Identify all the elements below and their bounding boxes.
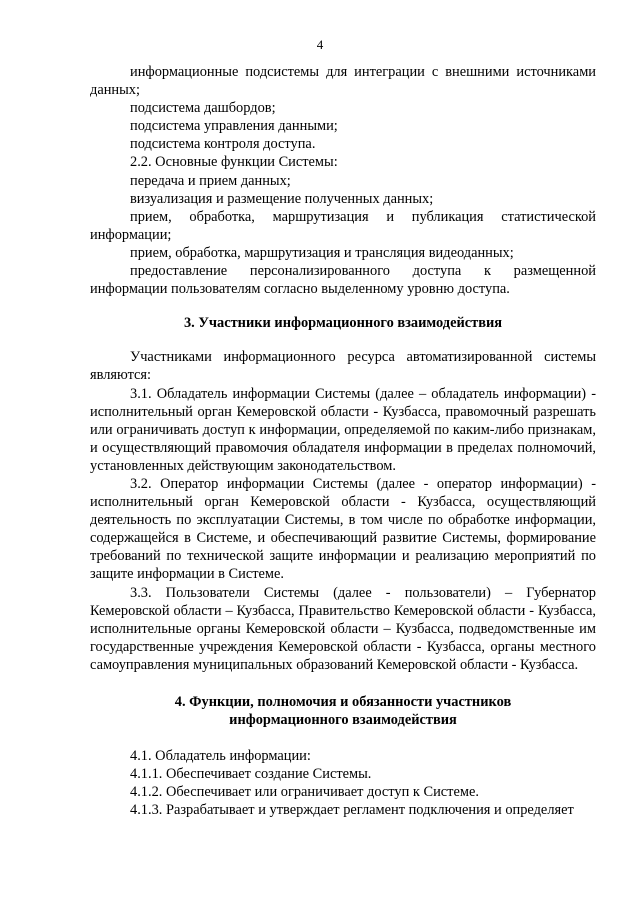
section-3-intro: Участниками информационного ресурса автоматизированной системы являются:	[90, 349, 596, 384]
list-item-visualization: визуализация и размещение полученных данных;	[130, 190, 434, 207]
page-number: 4	[316, 37, 324, 52]
system-components-list	[90, 63, 596, 298]
list-item-access-control-subsystem: подсистема контроля доступа.	[130, 136, 316, 153]
clause-4-1: 4.1. Обладатель информации:	[130, 748, 311, 765]
list-item-data-management-subsystem: подсистема управления данными;	[130, 118, 338, 135]
section-3	[90, 314, 596, 674]
document-body	[90, 63, 596, 820]
list-item-data-transfer: передача и прием данных;	[130, 172, 291, 189]
clause-3-3: 3.3. Пользователи Системы (далее - пользователи) – Губернатор Кемеровской области – Кузбасса, Правительство Кемеровской области - Кузбасса, исполнительные органы Кемеровской области – Кузбасса, подведомственные им государственные учреждения Кемеровской области - Кузбасса, органы местного самоуправления муниципальных образований Кемеровской области - Кузбасса.	[90, 584, 596, 673]
clause-4-1-1: 4.1.1. Обеспечивает создание Системы.	[130, 766, 372, 783]
list-item-statistical-info: прием, обработка, маршрутизация и публикация статистической информации;	[90, 208, 596, 243]
section-4-heading-line-1: 4. Функции, полномочия и обязанности участников	[174, 694, 512, 710]
clause-3-1: 3.1. Обладатель информации Системы (далее – обладатель информации) - исполнительный орган Кемеровской области - Кузбасса, правомочный разрешать или ограничивать доступ к информации, определяемой по каким-либо признакам, и осуществляющий правомочия обладателя информации в пределах полномочий, установленных действующим законодательством.	[90, 385, 596, 474]
clause-4-1-3: 4.1.3. Разрабатывает и утверждает регламент подключения и определяет	[130, 802, 574, 819]
list-item-dashboard-subsystem: подсистема дашбордов;	[130, 100, 276, 117]
section-4	[90, 693, 596, 820]
clause-2-2-main-functions: 2.2. Основные функции Системы:	[130, 154, 338, 171]
clause-4-1-2: 4.1.2. Обеспечивает или ограничивает доступ к Системе.	[130, 784, 479, 801]
section-3-heading: 3. Участники информационного взаимодействия	[183, 315, 503, 332]
clause-3-2: 3.2. Оператор информации Системы (далее - оператор информации) - исполнительный орган Кемеровской области - Кузбасса, осуществляющий деятельность по эксплуатации Системы, в том числе по обработке информации, содержащейся в Системе, и обеспечивающий развитие Системы, формирование требований по технической защите информации и реализацию мероприятий по защите информации в Системе.	[90, 475, 596, 583]
section-4-heading-line-2: информационного взаимодействия	[229, 712, 457, 729]
list-item-integration-subsystems: информационные подсистемы для интеграции с внешними источниками данных;	[90, 64, 596, 99]
list-item-personalized-access: предоставление персонализированного доступа к размещенной информации пользователям согласно выделенному уровню доступа.	[90, 263, 596, 298]
list-item-video-data: прием, обработка, маршрутизация и трансляция видеоданных;	[130, 244, 514, 261]
